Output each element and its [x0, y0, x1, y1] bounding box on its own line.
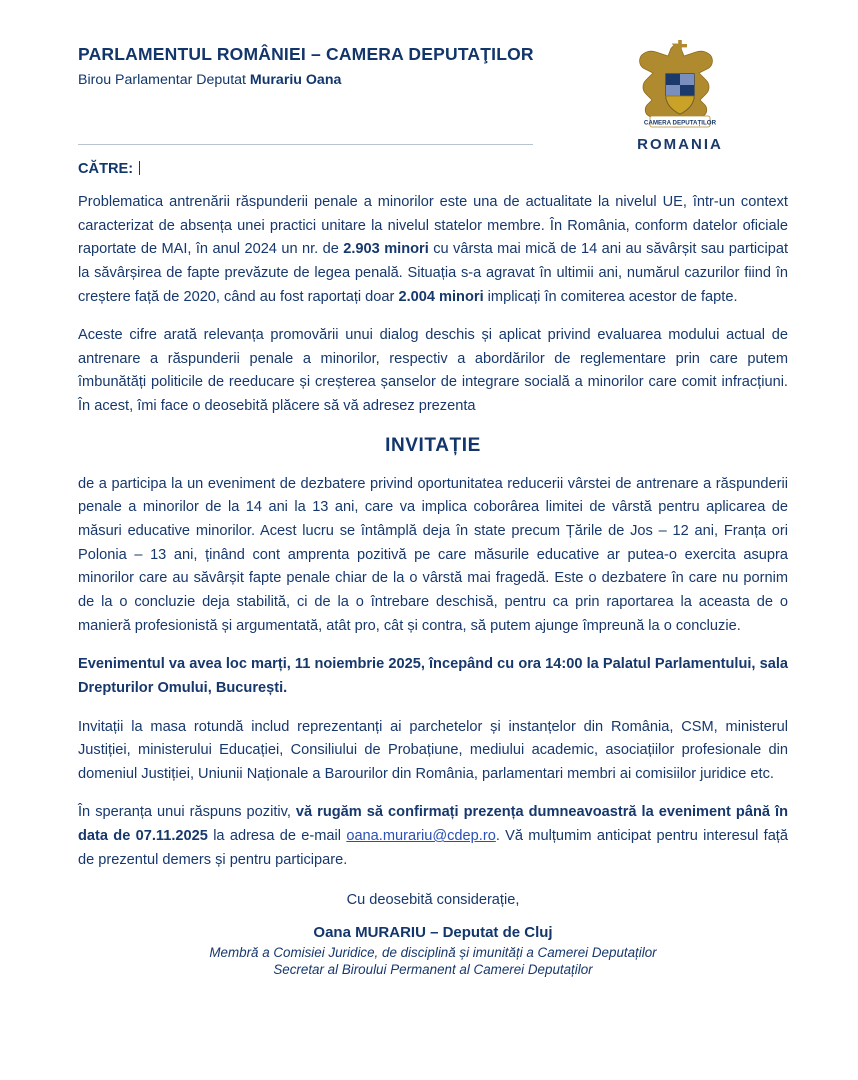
paragraph-statistics: [78, 191, 788, 309]
signature-name: Oana MURARIU – Deputat de Cluj: [313, 924, 553, 942]
paragraph-event-description: de a participa la un eveniment de dezbatere privind oportunitatea reducerii vârstei de antrenare a răspunderii penale a minorilor de la 14 ani la 13 ani, care va implica coborârea limitei de vârstă pentru aplicarea de măsuri educative minorilor. Acest lucru se întâmplă deja în state precum Țările de Jos – 12 ani, Franța ori Polonia – 13 ani, ținând cont amprenta pozitivă pe care măsurile educative ar putea-o exercita asupra minorilor care au săvârșit fapte penale chiar de la o vârstă mai fragedă. Este o dezbatere în care nu pornim de la o concluzie deja stabilită, ci de la o întrebare deschisă, pentru ca prin raportarea la aceasta de o manieră profesionistă și argumentată, atât pro, cât și contra, să putem ajunge împreună la o concluzie.: [78, 475, 788, 634]
rsvp-part-a: În speranța unui răspuns pozitiv,: [78, 804, 296, 821]
deputy-name: Murariu Oana: [249, 72, 342, 88]
svg-text:CAMERA DEPUTAȚILOR: CAMERA DEPUTAȚILOR: [643, 119, 717, 127]
paragraph-relevance: Aceste cifre arată relevanța promovării unui dialog deschis și aplicat privind evaluarea modului actual de antrenare a răspunderii penale a minorilor, respectiv a abordărilor de reglementare prin care putem îmbunătăți politicile de reeducare și creșterea șanselor de integrare socială a minorilor care comit infracțiuni. În acest, îmi face o deosebită plăcere să vă adresez prezenta: [78, 327, 788, 415]
organization-title: PARLAMENTUL ROMÂNIEI – CAMERA DEPUTAŢILOR: [78, 44, 534, 64]
para1-part-c: cu vârsta mai mică de 14 ani au săvârșit sau participat la săvârșirea de fapte prevăzute de legea penală. Situația s-a agravat în ultimii ani, numărul cazurilor fiind în creștere față de 2020, când au fost raportați doar: [78, 241, 788, 305]
invitation-heading: INVITAȚIE: [385, 434, 481, 456]
coat-of-arms-icon: [628, 38, 732, 134]
para1-part-d: implicați în comiterea acestor de fapte.: [483, 288, 738, 305]
document-body: [78, 161, 788, 977]
office-prefix: Birou Parlamentar Deputat: [78, 72, 250, 88]
header-divider: [78, 144, 533, 145]
stat-2004: 2.004 minori: [398, 288, 484, 305]
coat-of-arms-label: ROMANIA: [637, 136, 723, 153]
letterhead: [78, 44, 788, 153]
signature-role-line-1: Membră a Comisiei Juridice, de disciplină și imunități a Camerei Deputaților: [209, 945, 657, 961]
closing-line: Cu deosebită considerație,: [346, 892, 520, 909]
paragraph-event-details: Evenimentul va avea loc marți, 11 noiembrie 2025, începând cu ora 14:00 la Palatul Parlamentului, sala Drepturilor Omului, București.: [78, 656, 788, 696]
letterhead-text: [78, 44, 638, 89]
rsvp-part-b: vă rugăm să confirmați prezența dumneavoastră la eveniment până în data de: [78, 804, 788, 845]
rsvp-part-d: la adresa de e-mail: [207, 828, 347, 845]
coat-of-arms: [620, 38, 740, 153]
stat-2903: 2.903 minori: [343, 241, 429, 258]
paragraph-guests: Invitații la masa rotundă includ reprezentanți ai parchetelor și instanțelor din România, CSM, ministerul Justiției, ministerului Educației, Consiliului de Probațiune, mediului academic, asociațiilor profesionale din domeniul Justiției, Uniunii Naționale a Barourilor din România, parlamentari membri ai comisiilor juridice etc.: [78, 718, 788, 782]
text-cursor: [139, 161, 140, 175]
rsvp-deadline-date: 07.11.2025: [135, 828, 208, 845]
rsvp-part-e: . Vă mulțumim anticipat pentru interesul față de prezentul demers și pentru participare.: [78, 828, 788, 868]
office-line: [78, 71, 638, 89]
contact-email-link[interactable]: oana.murariu@cdep.ro: [346, 828, 496, 845]
paragraph-rsvp: [78, 801, 788, 872]
signature-role-line-2: Secretar al Biroului Permanent al Camerei Deputaților: [273, 962, 593, 978]
addressee-line: [78, 161, 788, 177]
para1-part-a: Problematica antrenării răspunderii penale a minorilor este una de actualitate la nivelul UE, într-un context caracterizat de absența unei practici unitare la nivelul statelor membre. În România, conform datelor oficiale raportate de MAI, în anul 2024 un nr. de: [78, 194, 788, 258]
addressee-label: CĂTRE:: [78, 161, 134, 177]
